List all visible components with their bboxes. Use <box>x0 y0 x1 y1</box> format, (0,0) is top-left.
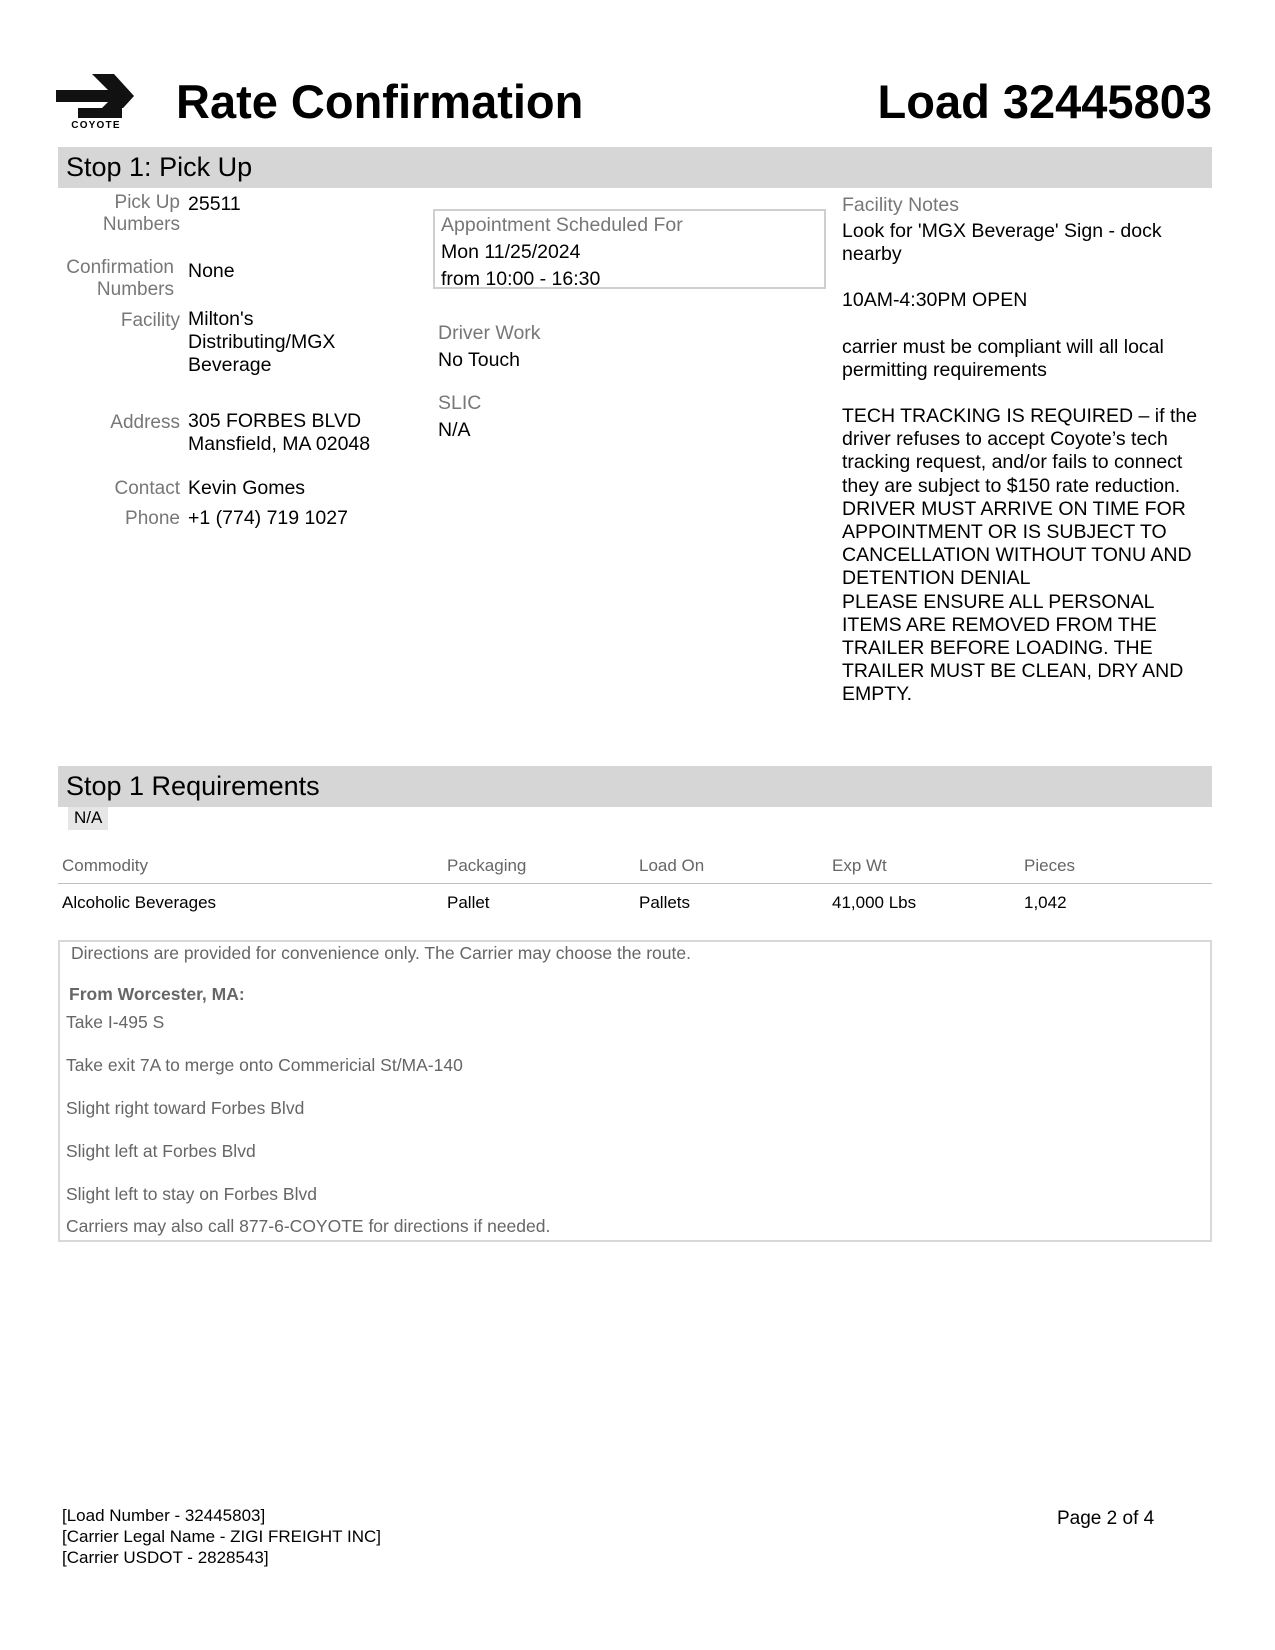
phone-label: Phone <box>125 508 180 529</box>
facility-note: TECH TRACKING IS REQUIRED – if the driver refuses to accept Coyote’s tech tracking request, and/or fails to connect they are subject to $150 rate reduction. <box>842 405 1198 497</box>
footer-load-number: [Load Number - 32445803] <box>62 1506 266 1525</box>
document-title: Rate Confirmation <box>176 75 584 128</box>
slic-label: SLIC <box>438 392 482 414</box>
table-header-load-on: Load On <box>639 856 705 875</box>
confirmation-numbers-value: None <box>188 260 235 282</box>
address-value: 305 FORBES BLVD Mansfield, MA 02048 <box>188 410 371 455</box>
facility-notes <box>842 220 1214 707</box>
facility-note: carrier must be compliant will all local permitting requirements <box>842 335 1164 381</box>
contact-value: Kevin Gomes <box>188 477 306 499</box>
direction-step: Slight right toward Forbes Blvd <box>66 1098 305 1118</box>
stop1-heading: Stop 1: Pick Up <box>58 147 1212 188</box>
facility-note: 10AM-4:30PM OPEN <box>842 289 1028 312</box>
contact-label: Contact <box>114 478 180 499</box>
requirements-value: N/A <box>68 807 108 830</box>
facility-notes-label: Facility Notes <box>842 194 960 216</box>
coyote-logo-icon <box>56 72 136 120</box>
table-header-packaging: Packaging <box>447 856 527 875</box>
pickup-numbers-label: Pick Up Numbers <box>102 192 180 235</box>
table-cell-commodity: Alcoholic Beverages <box>62 893 217 912</box>
requirements-heading: Stop 1 Requirements <box>58 766 1212 807</box>
table-header-exp-wt: Exp Wt <box>832 856 887 875</box>
table-header-pieces: Pieces <box>1024 856 1076 875</box>
directions-footer: Carriers may also call 877-6-COYOTE for directions if needed. <box>66 1216 551 1236</box>
slic-value: N/A <box>438 419 471 441</box>
pickup-numbers-value: 25511 <box>188 193 241 215</box>
appointment-date: Mon 11/25/2024 <box>441 241 581 263</box>
table-divider <box>58 883 1212 884</box>
table-cell-exp-wt: 41,000 Lbs <box>832 893 917 912</box>
directions-disclaimer: Directions are provided for convenience only. The Carrier may choose the route. <box>71 943 691 963</box>
driver-work-label: Driver Work <box>438 322 541 344</box>
appointment-label: Appointment Scheduled For <box>441 214 683 236</box>
direction-step: Take I-495 S <box>66 1012 165 1032</box>
facility-note: PLEASE ENSURE ALL PERSONAL ITEMS ARE REMOVED FROM THE TRAILER BEFORE LOADING. THE TRAILER MUST BE CLEAN, DRY AND EMPTY. <box>842 590 1184 706</box>
footer-carrier-usdot: [Carrier USDOT - 2828543] <box>62 1548 269 1567</box>
address-label: Address <box>110 412 180 433</box>
footer-carrier-name: [Carrier Legal Name - ZIGI FREIGHT INC] <box>62 1527 381 1546</box>
page-number: Page 2 of 4 <box>1057 1508 1155 1529</box>
appointment-time: from 10:00 - 16:30 <box>441 268 601 290</box>
load-number-title: Load 32445803 <box>877 75 1212 128</box>
table-cell-load-on: Pallets <box>639 893 691 912</box>
confirmation-numbers-label: Confirmation Numbers <box>66 257 174 300</box>
direction-step: Take exit 7A to merge onto Commericial St/MA-140 <box>66 1055 463 1075</box>
coyote-logo <box>56 72 136 138</box>
facility-note: DRIVER MUST ARRIVE ON TIME FOR APPOINTMENT OR IS SUBJECT TO CANCELLATION WITHOUT TONU AND DETENTION DENIAL <box>842 497 1192 590</box>
direction-step: Slight left to stay on Forbes Blvd <box>66 1184 317 1204</box>
facility-label: Facility <box>120 310 180 331</box>
footer-carrier-info <box>62 1505 381 1568</box>
driver-work-value: No Touch <box>438 349 521 371</box>
table-cell-packaging: Pallet <box>447 893 490 912</box>
facility-note: Look for 'MGX Beverage' Sign - dock nearby <box>842 220 1162 266</box>
table-cell-pieces: 1,042 <box>1024 893 1067 912</box>
facility-value: Milton's Distributing/MGX Beverage <box>188 308 336 376</box>
directions-origin: From Worcester, MA: <box>69 984 245 1004</box>
phone-value: +1 (774) 719 1027 <box>188 507 348 529</box>
logo-wordmark: COYOTE <box>71 120 121 131</box>
direction-step: Slight left at Forbes Blvd <box>66 1141 256 1161</box>
table-header-commodity: Commodity <box>62 856 148 875</box>
